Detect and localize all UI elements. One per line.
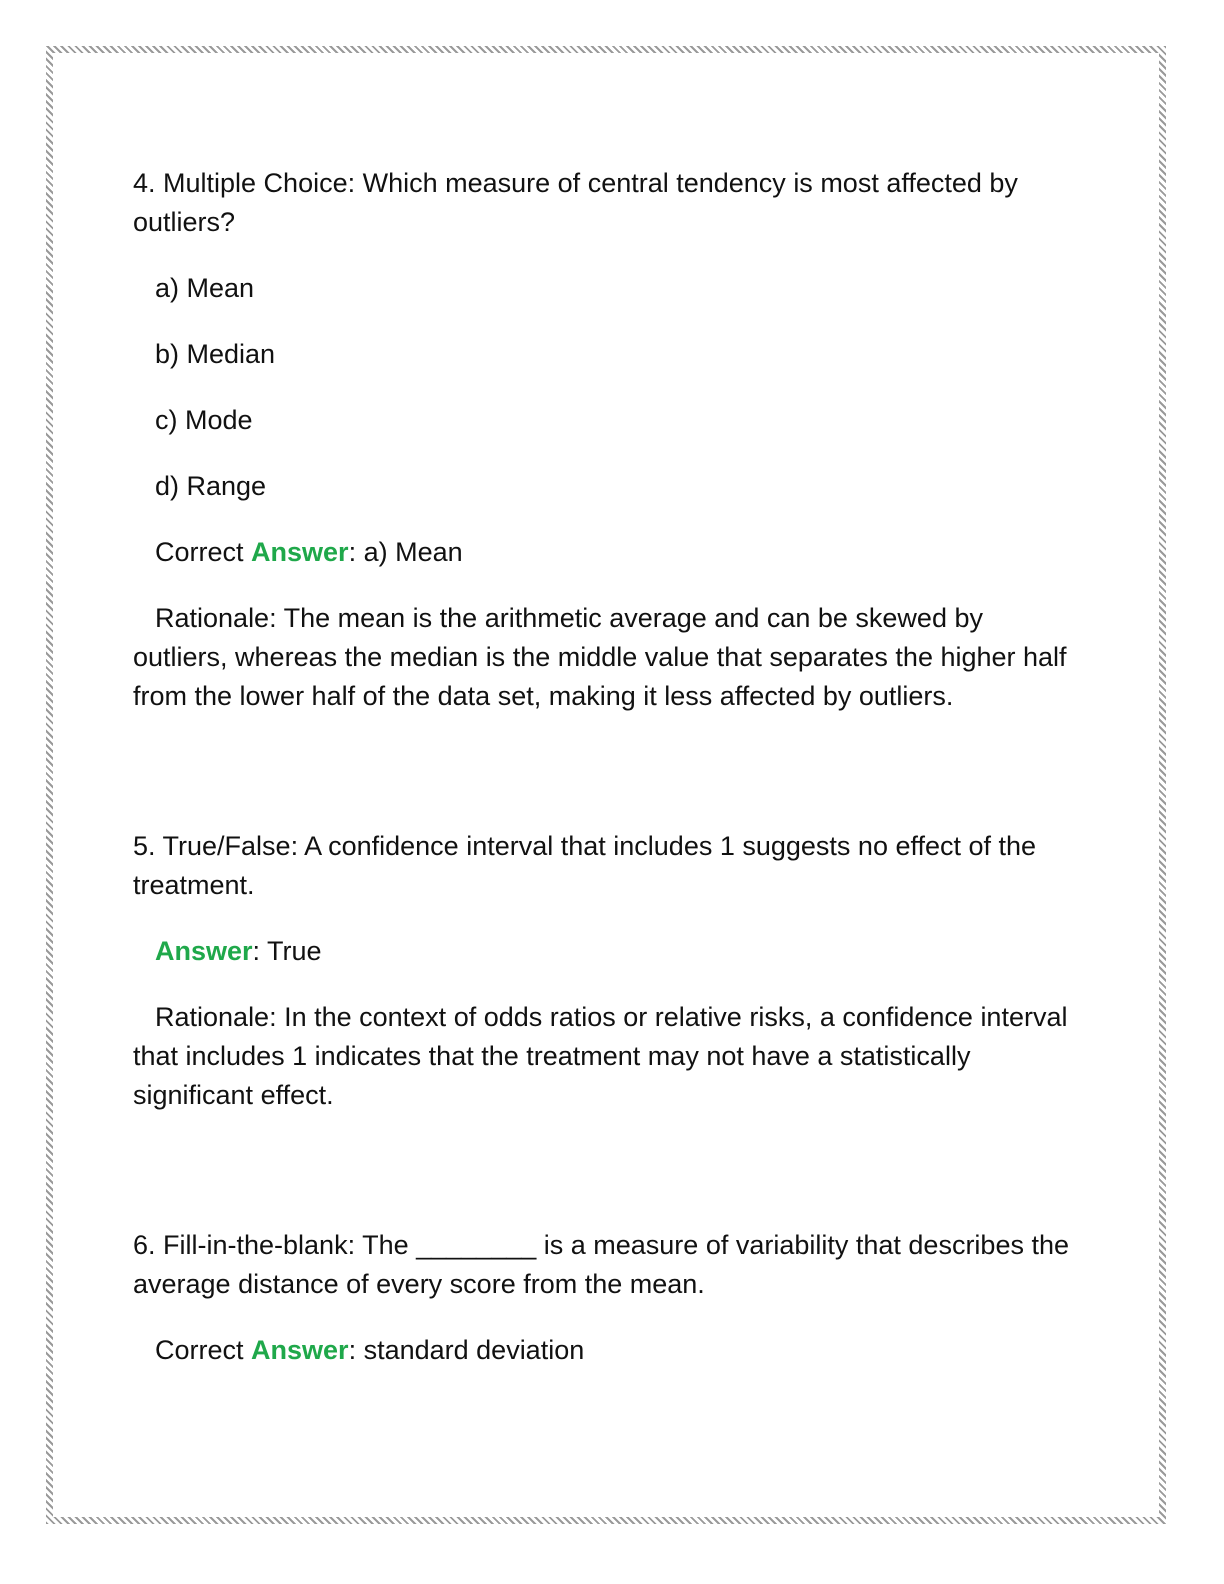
- question-6-text: 6. Fill-in-the-blank: The ________ is a measure of variability that describes the average distance of every score from the mean.: [133, 1230, 1069, 1299]
- question-6-answer: [133, 1331, 1078, 1370]
- question-5-text: 5. True/False: A confidence interval that includes 1 suggests no effect of the treatment.: [133, 831, 1037, 900]
- question-4-option-c: c) Mode: [155, 405, 253, 435]
- question-5-rationale: Rationale: In the context of odds ratios or relative risks, a confidence interval that includes 1 indicates that the treatment may not have a statistically significant effect.: [133, 1002, 1068, 1110]
- question-4-option-a: a) Mean: [155, 273, 255, 303]
- question-4-text: 4. Multiple Choice: Which measure of central tendency is most affected by outliers?: [133, 168, 1018, 237]
- question-4-rationale: Rationale: The mean is the arithmetic average and can be skewed by outliers, whereas the median is the middle value that separates the higher half from the lower half of the data set, making it less affected by outliers.: [133, 603, 1067, 711]
- answer-value: : a) Mean: [348, 537, 463, 567]
- question-4-answer: [133, 533, 1078, 572]
- answer-label: Answer: [251, 1335, 349, 1365]
- answer-label: Answer: [155, 936, 253, 966]
- answer-prefix: Correct: [155, 537, 252, 567]
- question-5-answer: [133, 932, 1078, 971]
- question-4-option-b: b) Median: [155, 339, 276, 369]
- question-4-option-d: d) Range: [155, 471, 267, 501]
- document-body: [133, 164, 1078, 1370]
- answer-label: Answer: [251, 537, 349, 567]
- answer-value: : True: [252, 936, 322, 966]
- answer-value: : standard deviation: [348, 1335, 585, 1365]
- answer-prefix: Correct: [155, 1335, 252, 1365]
